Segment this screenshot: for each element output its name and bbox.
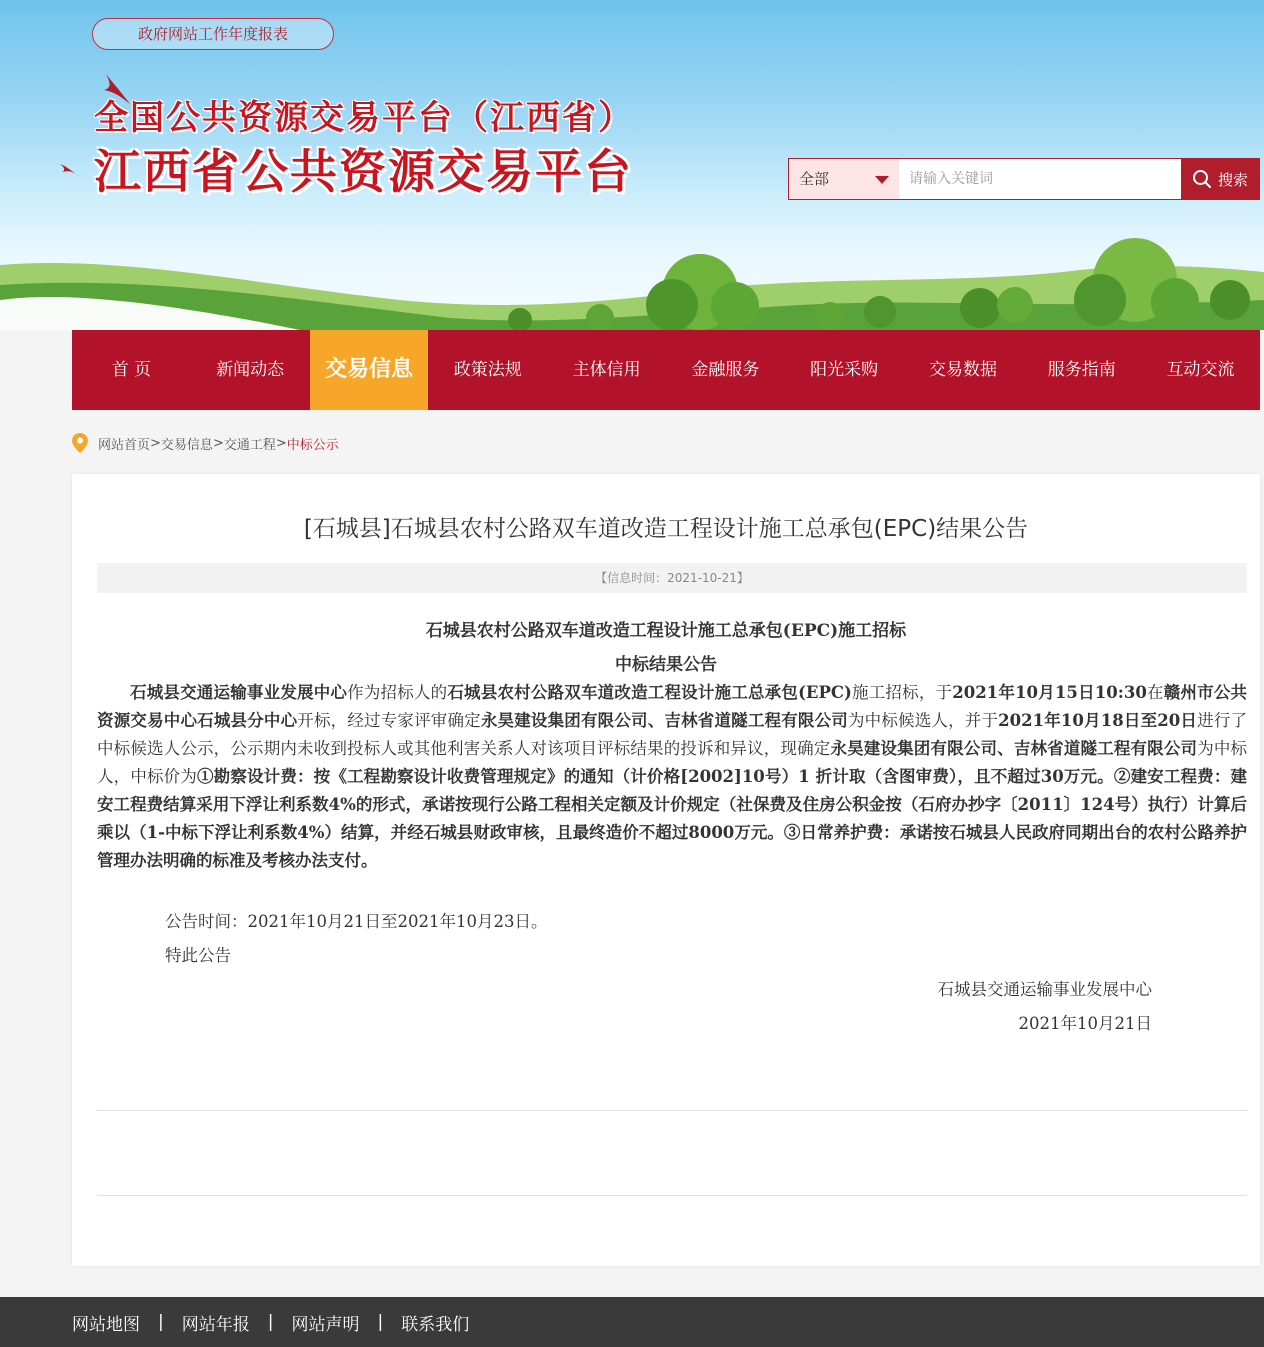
info-time-bar	[97, 563, 1247, 593]
body-text: 开标，经过专家评审确定	[297, 711, 481, 730]
breadcrumb-separator: >	[275, 435, 287, 451]
body-text: 为中标人，中标价为	[97, 739, 1248, 786]
search-icon	[1192, 169, 1212, 189]
body-text: 作为招标人的	[347, 683, 448, 702]
breadcrumb-separator: >	[212, 435, 224, 451]
doc-heading-result: 中标结果公告	[615, 655, 717, 675]
signature-date: 2021年10月21日	[1018, 1014, 1152, 1033]
tenderer-name: 石城县交通运输事业发展中心	[130, 683, 348, 702]
nav-item-interaction[interactable]: 互动交流	[1166, 360, 1235, 380]
bid-price-terms: ①勘察设计费：按《工程勘察设计收费管理规定》的通知（计价格[2002]10号）1 折计取（含图审费），且不超过30万元。②建安工程费：建安工程费结算采用下浮让利系数4%的形式，承诺按现行公路工程相关定额及计价规定（社保费及住房公积金按（石府办抄字〔2011〕124号）执行）计算后乘以（1-中标下浮让利系数4%）结算，并经石城县财政审核，且最终造价不超过8000万元。③日常养护费：承诺按石城县人民政府同期出台的农村公路养护管理办法明确的标准及考核办法支付。	[97, 767, 1248, 870]
info-time-suffix: 】	[736, 571, 749, 585]
search-scope-value: 全部	[799, 170, 830, 188]
footer-link-sitemap[interactable]: 网站地图	[72, 1314, 140, 1335]
article-panel	[72, 474, 1260, 1266]
search-input[interactable]	[899, 159, 1181, 199]
breadcrumb	[72, 430, 339, 456]
main-nav	[72, 330, 1260, 410]
nav-item-news[interactable]: 新闻动态	[216, 360, 285, 380]
nav-item-policy[interactable]: 政策法规	[453, 360, 522, 380]
location-pin-icon	[72, 433, 88, 453]
doc-body-paragraph	[97, 679, 1247, 875]
breadcrumb-separator: >	[150, 435, 161, 451]
chevron-down-icon	[875, 176, 889, 184]
search-bar	[788, 158, 1260, 200]
bird-icon	[58, 158, 84, 180]
info-time-prefix: 【信息时间：	[595, 571, 668, 585]
search-button-label: 搜索	[1217, 170, 1248, 189]
winner-names: 永昊建设集团有限公司、吉林省道隧工程有限公司	[830, 739, 1198, 758]
site-title-national: 全国公共资源交易平台（江西省）	[94, 98, 634, 138]
footer-link-annual-report[interactable]: 网站年报	[181, 1314, 250, 1335]
breadcrumb-current[interactable]: 中标公示	[286, 437, 339, 453]
closing-statement: 特此公告	[165, 946, 231, 965]
notice-period: 公告时间：2021年10月21日至2021年10月23日。	[165, 912, 548, 931]
nav-item-trade-data[interactable]: 交易数据	[928, 360, 997, 380]
divider	[97, 1110, 1247, 1111]
breadcrumb-trade-info[interactable]: 交易信息	[160, 437, 213, 453]
annual-report-link[interactable]: 政府网站工作年度报表	[92, 18, 334, 50]
footer-separator: |	[377, 1312, 384, 1332]
nav-item-credit[interactable]: 主体信用	[572, 360, 641, 380]
nav-item-service-guide[interactable]: 服务指南	[1047, 360, 1116, 380]
site-header	[0, 0, 1264, 330]
breadcrumb-home[interactable]: 网站首页	[98, 437, 151, 453]
nav-item-finance[interactable]: 金融服务	[691, 360, 760, 380]
info-time-date: 2021-10-21	[667, 571, 737, 585]
nav-item-procurement[interactable]: 阳光采购	[810, 360, 879, 380]
nav-item-home[interactable]: 首 页	[111, 360, 152, 380]
nav-item-trade-info[interactable]: 交易信息	[310, 330, 429, 410]
candidate-names: 永昊建设集团有限公司、吉林省道隧工程有限公司	[480, 711, 848, 730]
site-title-province: 江西省公共资源交易平台	[94, 145, 633, 200]
body-text: 为中标候选人，并于	[847, 711, 999, 730]
search-button[interactable]	[1181, 159, 1259, 199]
footer-separator: |	[158, 1312, 164, 1332]
body-text: 进行了中标候选人公示，公示期内未收到投标人或其他利害关系人对该项目评标结果的投诉和异议，现确定	[97, 711, 1247, 758]
opening-time: 2021年10月15日10:30	[952, 683, 1147, 702]
site-footer	[0, 1297, 1264, 1347]
publicity-period: 2021年10月18日至20日	[998, 711, 1198, 730]
search-scope-select[interactable]	[789, 159, 899, 199]
opening-venue: 赣州市公共资源交易中心石城县分中心	[97, 683, 1248, 730]
breadcrumb-transport[interactable]: 交通工程	[223, 437, 276, 453]
footer-link-contact[interactable]: 联系我们	[401, 1314, 470, 1335]
body-text: 施工招标，于	[851, 683, 953, 702]
doc-heading-project: 石城县农村公路双车道改造工程设计施工总承包(EPC)施工招标	[425, 621, 907, 641]
signature-org: 石城县交通运输事业发展中心	[937, 980, 1152, 999]
project-name: 石城县农村公路双车道改造工程设计施工总承包(EPC)	[447, 683, 852, 702]
footer-separator: |	[267, 1312, 274, 1332]
article-title: [石城县]石城县农村公路双车道改造工程设计施工总承包(EPC)结果公告	[303, 516, 1029, 542]
body-text: 在	[1146, 683, 1164, 702]
divider	[97, 1195, 1247, 1196]
footer-link-statement[interactable]: 网站声明	[291, 1314, 360, 1335]
